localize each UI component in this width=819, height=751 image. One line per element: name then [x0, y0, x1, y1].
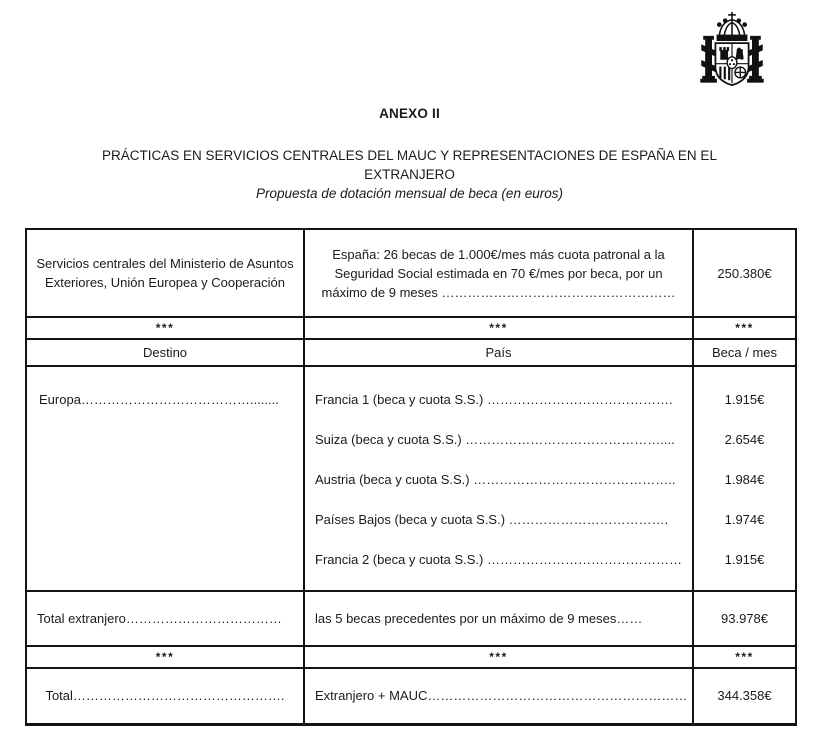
total-foreign-amount-cell: 93.978€ [693, 591, 796, 646]
grand-total-description-cell: Extranjero + MAUC…………………………………………………… [304, 668, 693, 724]
summary-destination-cell: Servicios centrales del Ministerio de Asuntos Exteriores, Unión Europea y Cooperación [26, 229, 304, 317]
country-amount: 2.654€ [724, 431, 765, 447]
table-row-total-foreign [26, 591, 796, 646]
country-item: Austria (beca y cuota S.S.) ……………………………………….. [315, 471, 676, 487]
separator-cell: *** [693, 317, 796, 339]
spain-coat-of-arms-icon [698, 10, 766, 90]
europe-label: Europa…………………………………........ [39, 391, 279, 407]
table-row-separator [26, 646, 796, 668]
europe-countries-cell [304, 366, 693, 591]
table-row-europe [26, 366, 796, 591]
total-foreign-label-cell: Total extranjero……………………………… [26, 591, 304, 646]
table-header-row [26, 339, 796, 366]
document-heading-line2: EXTRANJERO [364, 167, 455, 182]
country-item: Francia 2 (beca y cuota S.S.) ……………………………………… [315, 551, 682, 567]
country-amount: 1.915€ [724, 391, 765, 407]
grand-total-label-cell: Total…………………………………………. [26, 668, 304, 724]
country-amount: 1.984€ [724, 471, 765, 487]
europe-destination-cell [26, 366, 304, 591]
separator-cell: *** [26, 646, 304, 668]
separator-cell: *** [304, 317, 693, 339]
country-item: Francia 1 (beca y cuota S.S.) ……………………………………. [315, 391, 673, 407]
summary-description-cell: España: 26 becas de 1.000€/mes más cuota patronal a la Seguridad Social estimada en 70 €/mes por beca, por un máximo de 9 meses ……………………………………………… [304, 229, 693, 317]
header-country-cell: País [304, 339, 693, 366]
table-row-separator [26, 317, 796, 339]
summary-amount-cell: 250.380€ [693, 229, 796, 317]
country-item: Suiza (beca y cuota S.S.) ……………………………………….... [315, 431, 675, 447]
total-foreign-description-cell: las 5 becas precedentes por un máximo de 9 meses…… [304, 591, 693, 646]
separator-cell: *** [304, 646, 693, 668]
annex-title: ANEXO II [379, 106, 440, 121]
grant-allocation-table [25, 228, 797, 726]
country-amount: 1.915€ [724, 551, 765, 567]
grand-total-amount-cell: 344.358€ [693, 668, 796, 724]
separator-cell: *** [693, 646, 796, 668]
document-subheading: Propuesta de dotación mensual de beca (en euros) [256, 186, 563, 201]
table-row-grand-total [26, 668, 796, 724]
document-heading-line1: PRÁCTICAS EN SERVICIOS CENTRALES DEL MAUC Y REPRESENTACIONES DE ESPAÑA EN EL [102, 148, 717, 163]
country-amount: 1.974€ [724, 511, 765, 527]
header-amount-cell: Beca / mes [693, 339, 796, 366]
europe-amounts-cell [693, 366, 796, 591]
country-item: Países Bajos (beca y cuota S.S.) ………………………………. [315, 511, 669, 527]
header-destination-cell: Destino [26, 339, 304, 366]
table-row-mauc-summary [26, 229, 796, 317]
separator-cell: *** [26, 317, 304, 339]
